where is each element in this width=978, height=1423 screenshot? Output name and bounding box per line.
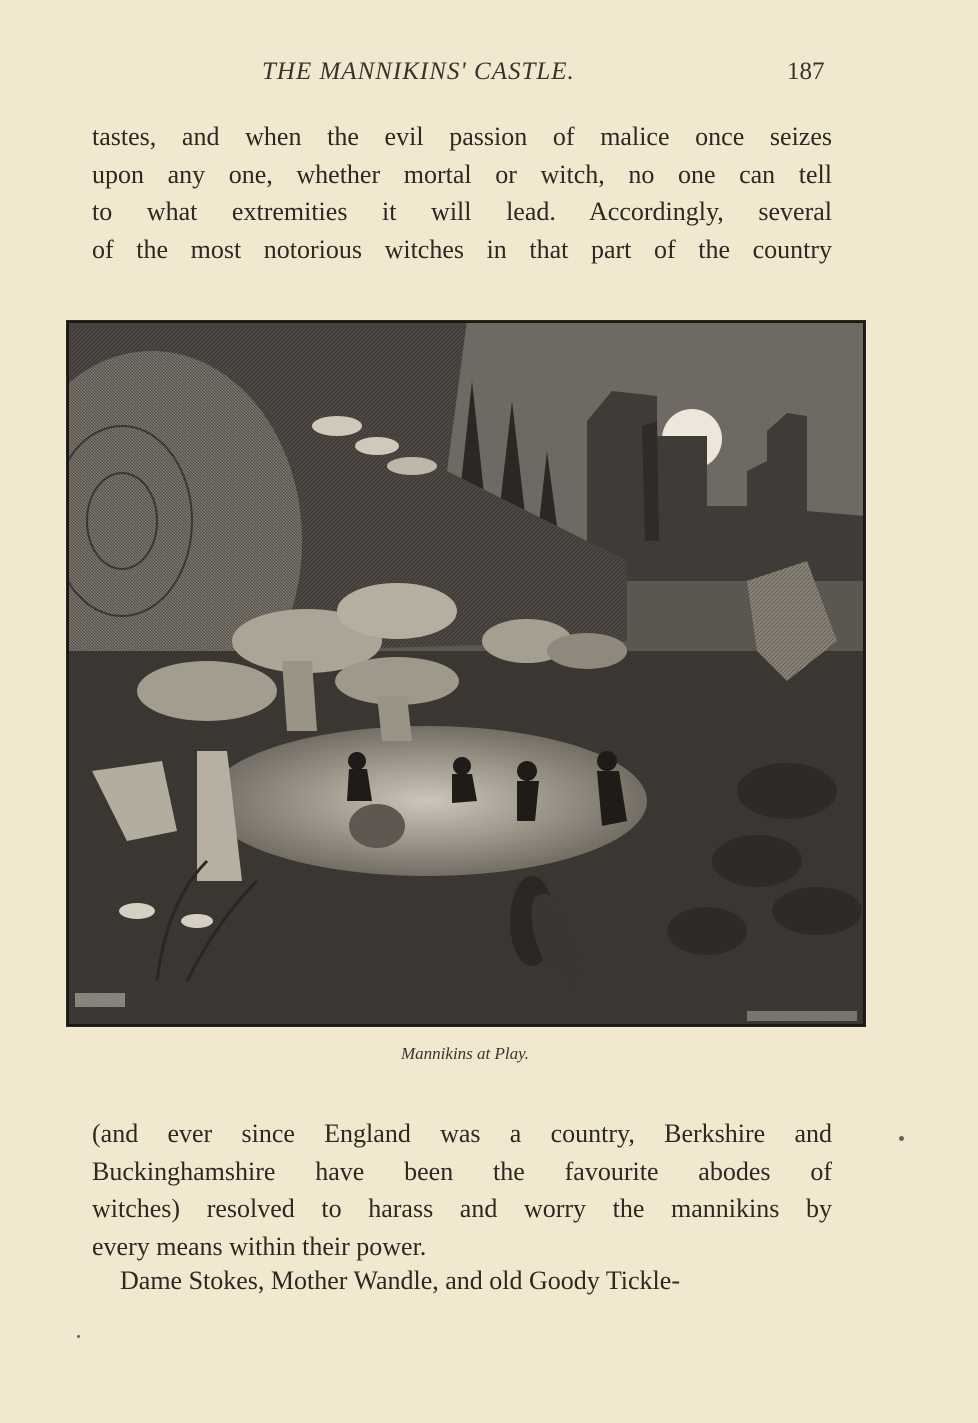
stray-ink-mark: [77, 1335, 80, 1338]
paragraph-2: [92, 1115, 832, 1265]
text-line: every means within their power.: [92, 1231, 427, 1261]
illustration-caption: Mannikins at Play.: [401, 1044, 529, 1063]
text-line: (and ever since England was a country, Berkshire and: [92, 1119, 832, 1148]
paragraph-1: [92, 118, 832, 268]
paragraph-3: [92, 1262, 832, 1300]
text-line: to what extremities it will lead. Accordingly, several: [92, 197, 832, 226]
text-line: of the most notorious witches in that part of the country: [92, 234, 832, 264]
text-line: tastes, and when the evil passion of malice once seizes: [92, 122, 832, 151]
text-line: witches) resolved to harass and worry the mannikins by: [92, 1194, 832, 1223]
text-line: upon any one, whether mortal or witch, no one can tell: [92, 159, 832, 189]
running-head: THE MANNIKINS' CASTLE.: [262, 58, 575, 85]
text-line: Buckinghamshire have been the favourite abodes of: [92, 1156, 832, 1186]
engraving-illustration: [66, 320, 866, 1027]
engraving-artwork: [67, 321, 865, 1026]
text-line: Dame Stokes, Mother Wandle, and old Goody Tickle-: [120, 1266, 680, 1295]
page-number: 187: [787, 58, 825, 85]
stray-ink-mark: [899, 1136, 904, 1141]
